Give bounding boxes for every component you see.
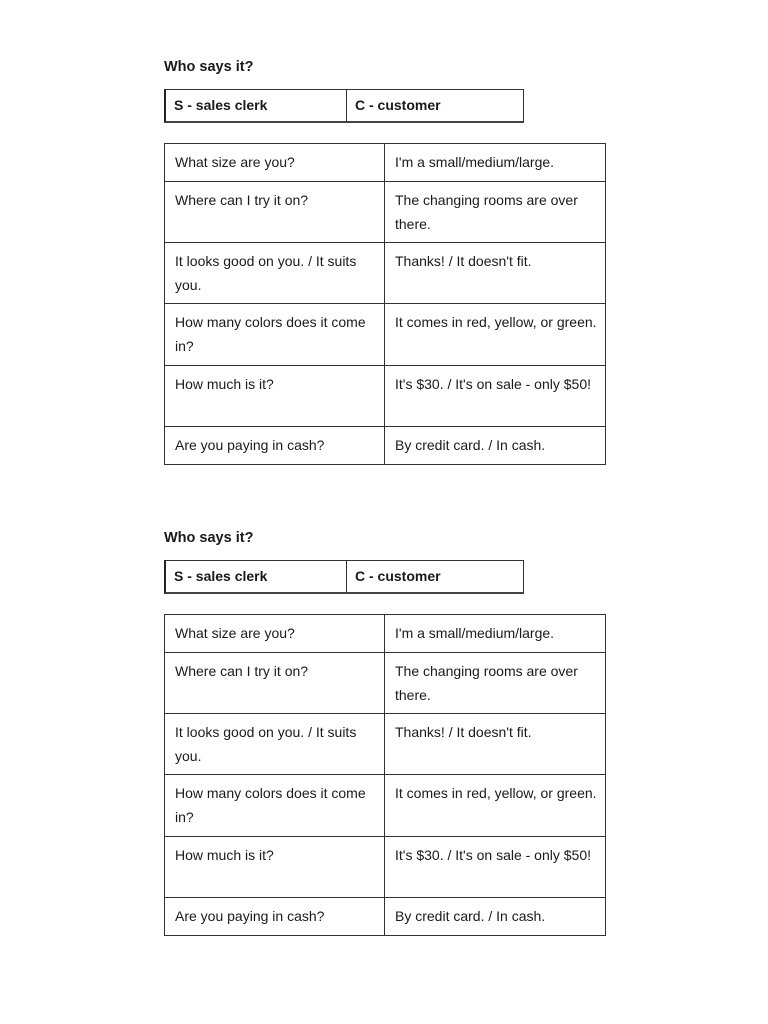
table-row	[165, 144, 606, 182]
table-row	[165, 775, 606, 837]
table-row	[165, 427, 606, 465]
phrase-right: I'm a small/medium/large.	[385, 615, 606, 653]
phrase-left: What size are you?	[165, 144, 385, 182]
phrase-right: Thanks! / It doesn't fit.	[385, 243, 606, 304]
phrase-right: It's $30. / It's on sale - only $50!	[385, 366, 606, 427]
phrase-left: Are you paying in cash?	[165, 427, 385, 465]
phrase-right: By credit card. / In cash.	[385, 427, 606, 465]
phrase-right: It comes in red, yellow, or green.	[385, 775, 606, 837]
table-row	[165, 243, 606, 304]
phrase-left: How much is it?	[165, 837, 385, 898]
phrase-right: The changing rooms are over there.	[385, 182, 606, 243]
phrase-left: How many colors does it come in?	[165, 775, 385, 837]
worksheet-heading: Who says it?	[164, 530, 254, 546]
table-row	[165, 653, 606, 714]
phrase-right: Thanks! / It doesn't fit.	[385, 714, 606, 775]
phrase-left: How many colors does it come in?	[165, 304, 385, 366]
table-row	[165, 366, 606, 427]
phrase-left: It looks good on you. / It suits you.	[165, 714, 385, 775]
phrase-left: How much is it?	[165, 366, 385, 427]
table-row	[165, 714, 606, 775]
phrase-left: Where can I try it on?	[165, 182, 385, 243]
phrase-left: It looks good on you. / It suits you.	[165, 243, 385, 304]
table-row	[165, 837, 606, 898]
speaker-legend	[164, 89, 524, 123]
speaker-legend	[164, 560, 524, 594]
worksheet-2	[164, 527, 606, 936]
phrase-table	[164, 143, 606, 465]
worksheet-heading: Who says it?	[164, 59, 254, 75]
phrase-left: Where can I try it on?	[165, 653, 385, 714]
phrase-right: I'm a small/medium/large.	[385, 144, 606, 182]
table-row	[165, 898, 606, 936]
phrase-table	[164, 614, 606, 936]
table-row	[165, 182, 606, 243]
phrase-right: It's $30. / It's on sale - only $50!	[385, 837, 606, 898]
phrase-left: What size are you?	[165, 615, 385, 653]
phrase-right: It comes in red, yellow, or green.	[385, 304, 606, 366]
worksheet-1	[164, 56, 606, 465]
table-row	[165, 615, 606, 653]
legend-sales-clerk: S - sales clerk	[166, 561, 347, 592]
phrase-right: By credit card. / In cash.	[385, 898, 606, 936]
table-row	[165, 304, 606, 366]
legend-customer: C - customer	[355, 97, 441, 113]
legend-customer: C - customer	[355, 568, 441, 584]
phrase-right: The changing rooms are over there.	[385, 653, 606, 714]
phrase-left: Are you paying in cash?	[165, 898, 385, 936]
legend-sales-clerk: S - sales clerk	[166, 90, 347, 121]
